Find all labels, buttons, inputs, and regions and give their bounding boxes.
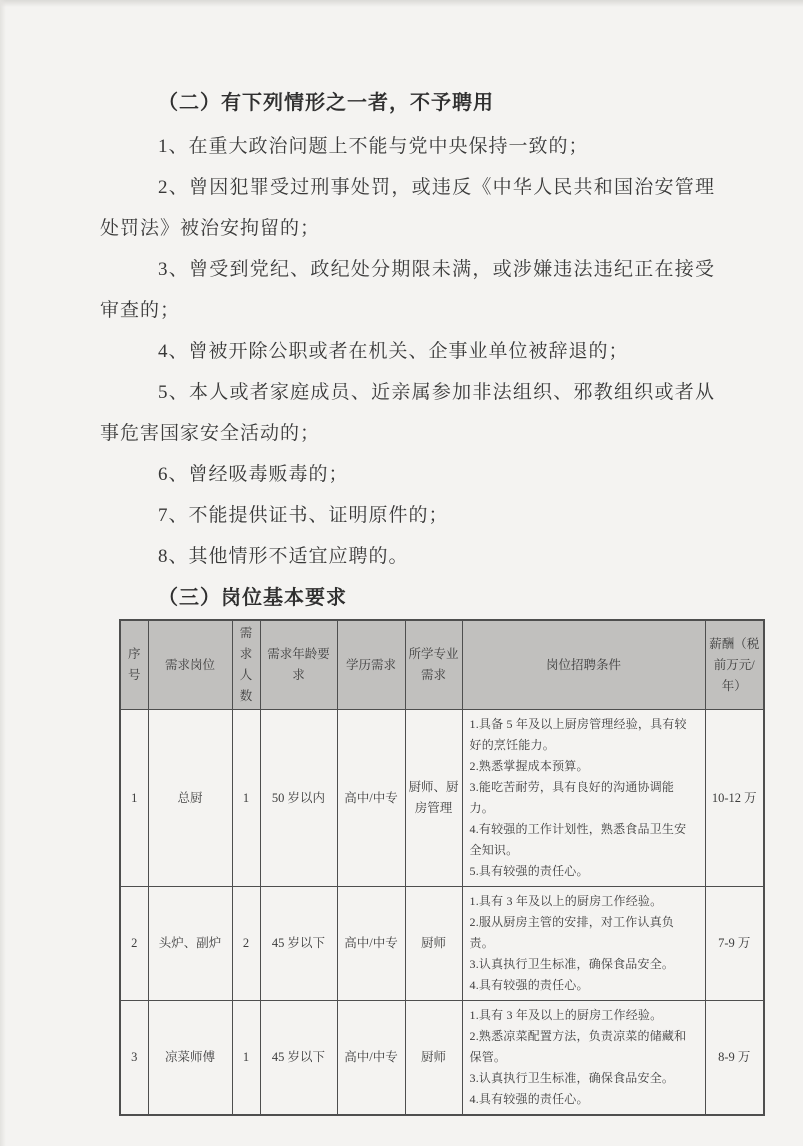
condition-line: 3.认真执行卫生标准，确保食品安全。 <box>469 1071 675 1085</box>
cell-serial-number: 3 <box>120 1001 148 1116</box>
table-header-row <box>120 620 764 710</box>
cell-salary: 10-12 万 <box>705 710 764 887</box>
cell-conditions <box>462 710 705 887</box>
cell-position: 总厨 <box>148 710 232 887</box>
cell-salary: 8-9 万 <box>705 1001 764 1116</box>
cell-education: 高中/中专 <box>337 710 405 887</box>
condition-line: 4.有较强的工作计划性，熟悉食品卫生安全知识。 <box>469 822 687 857</box>
cell-headcount: 2 <box>232 887 260 1001</box>
cell-major: 厨师、厨房管理 <box>405 710 462 887</box>
header-age-requirement: 需求年龄要求 <box>260 620 337 710</box>
condition-line: 1.具备 5 年及以上厨房管理经验，具有较好的烹饪能力。 <box>469 717 687 752</box>
cell-serial-number: 1 <box>120 710 148 887</box>
condition-line: 4.具有较强的责任心。 <box>469 978 589 992</box>
condition-line: 2.熟悉掌握成本预算。 <box>469 759 589 773</box>
section-heading-position-requirements: （三）岗位基本要求 <box>158 587 347 609</box>
header-major: 所学专业需求 <box>405 620 462 710</box>
condition-line: 5.具有较强的责任心。 <box>469 864 589 878</box>
header-conditions: 岗位招聘条件 <box>462 620 705 710</box>
list-item: 8、其他情形不适宜应聘的。 <box>158 546 409 567</box>
list-item: 2、曾因犯罪受过刑事处罚，或违反《中华人民共和国治安管理处罚法》被治安拘留的； <box>100 177 715 239</box>
cell-education: 高中/中专 <box>337 887 405 1001</box>
condition-line: 2.熟悉凉菜配置方法，负责凉菜的储藏和保管。 <box>469 1029 687 1064</box>
table-row <box>120 1001 764 1116</box>
header-position: 需求岗位 <box>148 620 232 710</box>
cell-position: 凉菜师傅 <box>148 1001 232 1116</box>
cell-age: 45 岁以下 <box>260 1001 337 1116</box>
list-item: 1、在重大政治问题上不能与党中央保持一致的； <box>158 136 589 157</box>
condition-line: 2.服从厨房主管的安排，对工作认真负责。 <box>469 915 675 950</box>
cell-headcount: 1 <box>232 1001 260 1116</box>
cell-education: 高中/中专 <box>337 1001 405 1116</box>
position-requirements-table <box>119 619 765 1116</box>
condition-line: 3.能吃苦耐劳，具有良好的沟通协调能力。 <box>469 780 675 815</box>
list-item: 5、本人或者家庭成员、近亲属参加非法组织、邪教组织或者从事危害国家安全活动的； <box>100 382 715 444</box>
cell-major: 厨师 <box>405 1001 462 1116</box>
cell-conditions <box>462 1001 705 1116</box>
condition-line: 3.认真执行卫生标准，确保食品安全。 <box>469 957 675 971</box>
cell-serial-number: 2 <box>120 887 148 1001</box>
cell-salary: 7-9 万 <box>705 887 764 1001</box>
disqualification-list <box>100 126 715 577</box>
table-row <box>120 710 764 887</box>
list-item: 7、不能提供证书、证明原件的； <box>158 505 449 526</box>
header-education: 学历需求 <box>337 620 405 710</box>
cell-position: 头炉、副炉 <box>148 887 232 1001</box>
cell-conditions <box>462 887 705 1001</box>
table-row <box>120 887 764 1001</box>
list-item: 6、曾经吸毒贩毒的； <box>158 464 349 485</box>
section-heading-disqualification: （二）有下列情形之一者，不予聘用 <box>158 92 494 114</box>
condition-line: 1.具有 3 年及以上的厨房工作经验。 <box>469 1008 663 1022</box>
list-item: 4、曾被开除公职或者在机关、企事业单位被辞退的； <box>158 341 629 362</box>
list-item: 3、曾受到党纪、政纪处分期限未满，或涉嫌违法违纪正在接受审查的； <box>100 259 715 321</box>
cell-headcount: 1 <box>232 710 260 887</box>
cell-age: 50 岁以内 <box>260 710 337 887</box>
condition-line: 1.具有 3 年及以上的厨房工作经验。 <box>469 894 663 908</box>
cell-major: 厨师 <box>405 887 462 1001</box>
header-serial-number: 序号 <box>120 620 148 710</box>
header-salary: 薪酬（税前万元/年） <box>705 620 764 710</box>
condition-line: 4.具有较强的责任心。 <box>469 1092 589 1106</box>
cell-age: 45 岁以下 <box>260 887 337 1001</box>
header-headcount: 需求人数 <box>232 620 260 710</box>
